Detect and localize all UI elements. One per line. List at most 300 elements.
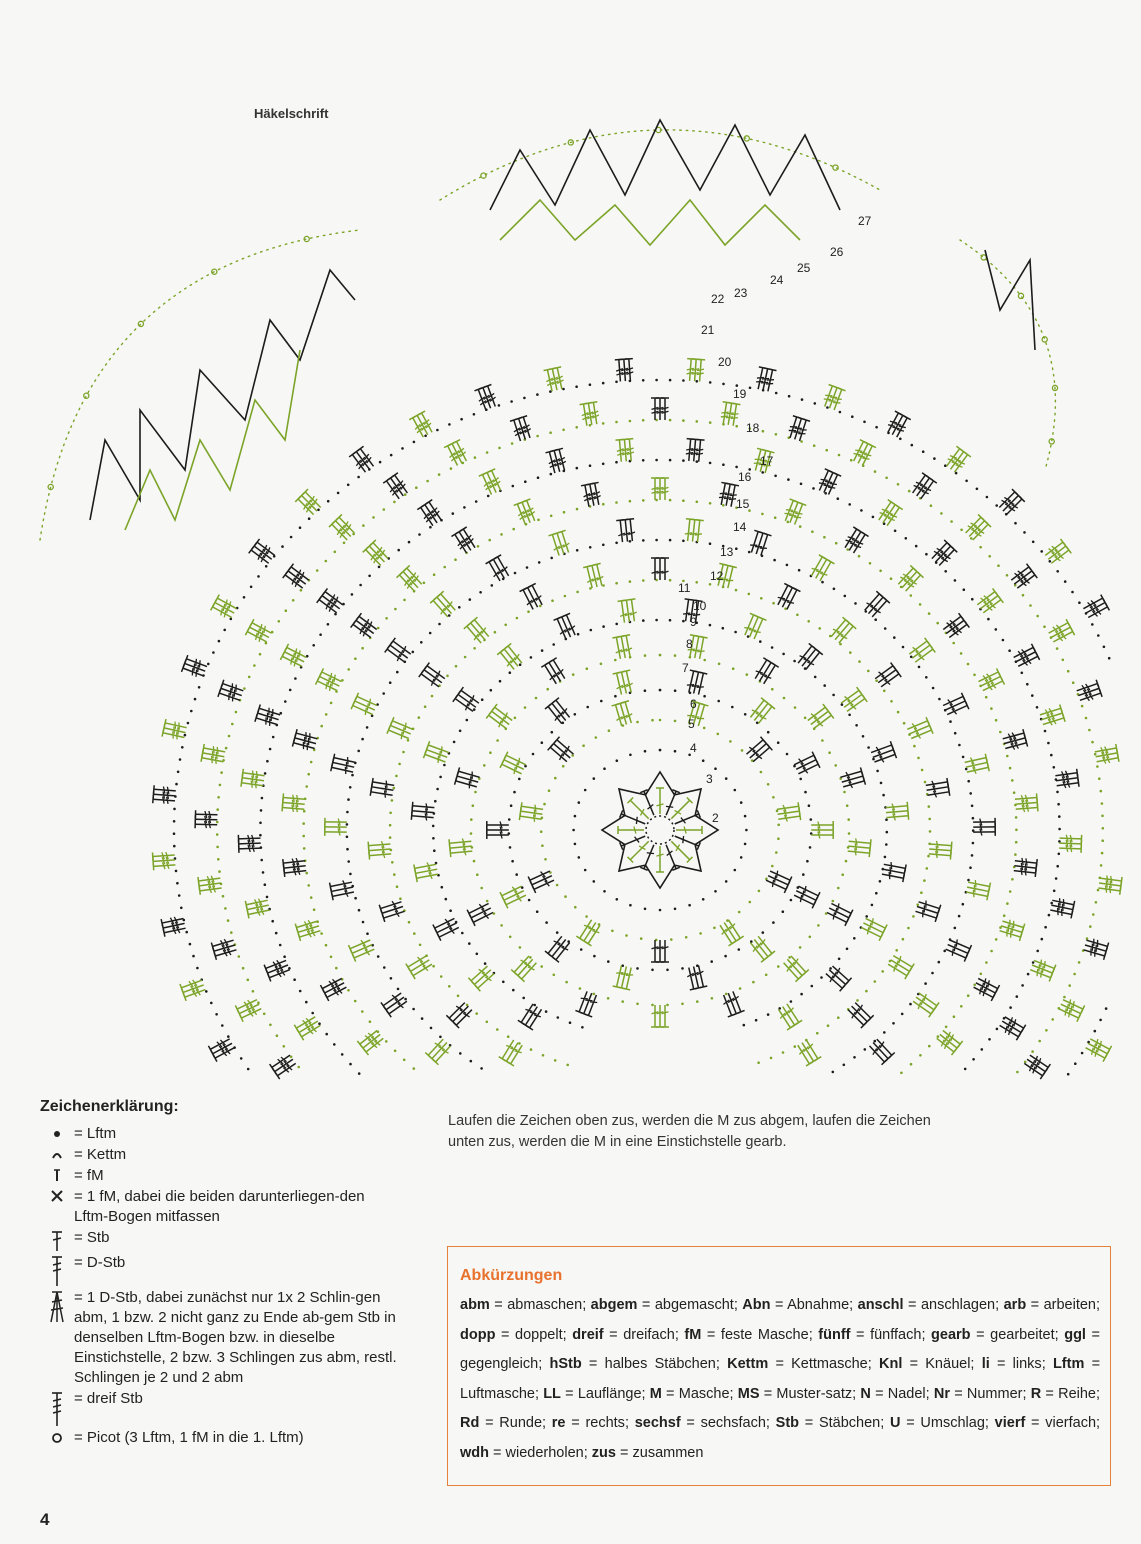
chain-dot	[940, 512, 943, 515]
chain-dot	[524, 706, 527, 709]
chain-dot	[787, 521, 790, 524]
chain-dot	[971, 598, 974, 601]
stitch-mark	[487, 831, 509, 839]
chain-dot	[655, 459, 658, 462]
chain-dot	[783, 697, 786, 700]
chain-dot	[292, 599, 295, 602]
chain-dot	[259, 834, 262, 837]
chain-dot	[173, 808, 176, 811]
chain-dot	[218, 870, 221, 873]
chain-dot	[423, 582, 426, 585]
chain-dot	[247, 979, 250, 982]
chain-dot	[1081, 705, 1084, 708]
abbreviation-entry: Kettm = Kettmasche	[727, 1356, 868, 1372]
chain-dot	[969, 866, 972, 869]
chain-dot	[738, 911, 741, 914]
chain-dot	[312, 644, 315, 647]
chain-dot	[486, 451, 489, 454]
stitch-mark	[331, 883, 354, 895]
chain-dot	[907, 927, 910, 930]
stitch-mark	[695, 439, 705, 462]
chain-dot	[252, 990, 255, 993]
chain-dot	[996, 1028, 999, 1031]
row-number: 4	[690, 741, 697, 755]
chain-dot	[962, 756, 965, 759]
chain-dot	[593, 955, 596, 958]
chain-dot	[311, 1012, 314, 1015]
chain-dot	[184, 734, 187, 737]
chain-dot	[1101, 802, 1104, 805]
chain-dot	[1103, 646, 1106, 649]
stitch-mark	[885, 802, 908, 812]
chain-dot	[486, 900, 489, 903]
chain-dot	[919, 1054, 922, 1057]
chain-dot	[615, 381, 618, 384]
chain-dot	[358, 1072, 361, 1075]
chain-dot	[710, 960, 713, 963]
chain-dot	[732, 667, 735, 670]
chain-dot	[919, 603, 922, 606]
legend-item-text: = fM	[74, 1167, 104, 1184]
chain-dot	[1057, 803, 1060, 806]
chain-dot	[357, 750, 360, 753]
chain-dot	[466, 719, 469, 722]
chain-dot	[408, 541, 411, 544]
chain-dot	[391, 799, 394, 802]
chain-dot	[749, 387, 752, 390]
abbreviation-entry: Rd = Runde	[460, 1415, 543, 1431]
chain-dot	[576, 549, 579, 552]
chain-dot	[846, 548, 849, 551]
chain-dot	[777, 837, 780, 840]
chain-dot	[426, 480, 429, 483]
chain-dot	[1014, 853, 1017, 856]
chain-dot	[500, 533, 503, 536]
chain-dot	[389, 812, 392, 815]
chain-dot	[325, 944, 328, 947]
chain-dot	[536, 435, 539, 438]
chain-dot	[867, 670, 870, 673]
chain-dot	[230, 931, 233, 934]
stitch-mark	[238, 834, 260, 843]
chain-dot	[550, 473, 553, 476]
chain-dot	[1036, 706, 1039, 709]
chain-dot	[718, 663, 721, 666]
chain-dot	[772, 602, 775, 605]
chain-dot	[972, 817, 975, 820]
chain-dot	[1096, 765, 1099, 768]
chain-dot	[432, 965, 435, 968]
chain-dot	[424, 435, 427, 438]
chain-dot	[910, 1063, 913, 1066]
chain-dot	[755, 1019, 758, 1022]
chain-dot	[958, 744, 961, 747]
stitch-mark	[811, 831, 833, 839]
chain-dot	[874, 618, 877, 621]
chain-dot	[841, 703, 844, 706]
chain-dot	[358, 909, 361, 912]
chain-dot	[786, 564, 789, 567]
chain-dot	[283, 1045, 286, 1048]
chain-dot	[735, 425, 738, 428]
chain-dot	[806, 860, 809, 863]
chain-dot	[602, 463, 605, 466]
chain-dot	[404, 493, 407, 496]
chain-dot	[644, 750, 647, 753]
chain-dot	[357, 476, 360, 479]
chain-dot	[584, 789, 587, 792]
chain-dot	[436, 429, 439, 432]
chain-dot	[602, 544, 605, 547]
chain-dot	[362, 524, 365, 527]
chain-dot	[777, 965, 780, 968]
chain-dot	[227, 919, 230, 922]
chain-dot	[902, 938, 905, 941]
chain-dot	[782, 910, 785, 913]
chain-dot	[283, 955, 286, 958]
chain-dot	[231, 723, 234, 726]
chain-dot	[235, 711, 238, 714]
chain-dot	[928, 612, 931, 615]
chain-dot	[762, 931, 765, 934]
chain-dot	[216, 808, 219, 811]
chain-dot	[585, 915, 588, 918]
chain-dot	[433, 849, 436, 852]
chain-dot	[832, 1071, 835, 1074]
chain-dot	[848, 832, 851, 835]
chain-dot	[884, 627, 887, 630]
chain-dot	[734, 631, 737, 634]
picot-icon	[40, 1428, 74, 1444]
chain-dot	[354, 1000, 357, 1003]
legend-item-text: = 1 fM, dabei die beiden darunterliegen-den Lftm-Bogen mitfassen	[74, 1188, 365, 1225]
chain-dot	[512, 485, 515, 488]
chain-dot	[396, 885, 399, 888]
chain-dot	[980, 973, 983, 976]
chain-dot	[574, 713, 577, 716]
stitch-mark	[965, 888, 988, 900]
chain-dot	[448, 423, 451, 426]
chain-dot	[709, 624, 712, 627]
stitch-mark	[450, 847, 473, 857]
chain-dot	[187, 722, 190, 725]
chain-dot	[1053, 766, 1056, 769]
chain-dot	[985, 961, 988, 964]
chain-dot	[837, 497, 840, 500]
chain-dot	[173, 820, 176, 823]
chain-dot	[441, 886, 444, 889]
chain-dot	[871, 904, 874, 907]
chain-dot	[666, 969, 669, 972]
chain-dot	[430, 1027, 433, 1030]
chain-dot	[1036, 615, 1039, 618]
chain-dot	[504, 624, 507, 627]
chain-dot	[320, 725, 323, 728]
chain-dot	[651, 719, 654, 722]
chain-dot	[551, 731, 554, 734]
chain-dot	[808, 804, 811, 807]
chain-dot	[674, 750, 677, 753]
chain-dot	[909, 1003, 912, 1006]
chain-dot	[510, 804, 513, 807]
chain-dot	[916, 903, 919, 906]
abbreviation-entry: dopp = doppelt	[460, 1326, 563, 1343]
stitch-mark	[651, 558, 659, 580]
chain-dot	[960, 529, 963, 532]
row-number: 3	[706, 772, 713, 786]
chain-dot	[827, 1024, 830, 1027]
chain-dot	[809, 936, 812, 939]
chain-dot	[865, 610, 868, 613]
chain-dot	[644, 654, 647, 657]
chain-dot	[790, 899, 793, 902]
chain-dot	[938, 698, 941, 701]
chain-dot	[413, 441, 416, 444]
chain-dot	[343, 542, 346, 545]
chain-dot	[536, 910, 539, 913]
stitch-mark	[973, 818, 995, 826]
chain-dot	[1015, 841, 1018, 844]
abbreviations-box	[447, 1246, 1111, 1486]
chain-dot	[526, 566, 529, 569]
chain-dot	[1097, 634, 1100, 637]
stitch-mark	[1059, 844, 1081, 853]
stitch-mark	[661, 478, 669, 500]
chain-dot	[463, 506, 466, 509]
chain-dot	[879, 570, 882, 573]
chain-dot	[354, 897, 357, 900]
chain-dot	[480, 887, 483, 890]
chain-dot	[735, 466, 738, 469]
chain-dot	[681, 1003, 684, 1006]
chain-dot	[985, 696, 988, 699]
chain-dot	[1088, 729, 1091, 732]
chain-dot	[389, 824, 392, 827]
chain-dot	[899, 438, 902, 441]
chain-dot	[1105, 1007, 1108, 1010]
chain-dot	[897, 711, 900, 714]
chain-dot	[595, 736, 598, 739]
chain-dot	[316, 569, 319, 572]
chain-dot	[1099, 1019, 1102, 1022]
chain-dot	[816, 1032, 819, 1035]
chain-dot	[389, 836, 392, 839]
chain-dot	[669, 379, 672, 382]
chain-dot	[995, 628, 998, 631]
chain-dot	[987, 618, 990, 621]
chain-dot	[775, 433, 778, 436]
chain-dot	[572, 673, 575, 676]
chain-dot	[1091, 623, 1094, 626]
chain-dot	[965, 768, 968, 771]
chain-dot	[1015, 816, 1018, 819]
chain-dot	[709, 462, 712, 465]
chain-dot	[841, 873, 844, 876]
stitch-mark	[847, 847, 870, 857]
chain-dot	[894, 530, 897, 533]
chain-dot	[260, 809, 263, 812]
chain-dot	[415, 486, 418, 489]
chain-dot	[549, 431, 552, 434]
chain-dot	[771, 646, 774, 649]
abbreviation-entry: Abn = Abnahme	[742, 1297, 850, 1313]
chain-dot	[741, 749, 744, 752]
chain-dot	[394, 1050, 397, 1053]
chain-dot	[297, 1066, 300, 1069]
chain-dot	[514, 572, 517, 575]
chain-dot	[738, 948, 741, 951]
chain-dot	[1051, 1018, 1054, 1021]
abbreviation-entry: li = links	[981, 1356, 1042, 1372]
chain-dot	[696, 460, 699, 463]
picot-mark	[833, 165, 838, 170]
chain-dot	[293, 978, 296, 981]
zigzag-border	[490, 120, 840, 210]
chain-dot	[393, 873, 396, 876]
chain-dot	[1002, 639, 1005, 642]
chain-dot	[538, 561, 541, 564]
chain-dot	[238, 955, 241, 958]
chain-dot	[499, 680, 502, 683]
chain-dot	[511, 860, 514, 863]
chain-dot	[173, 845, 176, 848]
chain-dot	[533, 1004, 536, 1007]
chain-dot	[540, 965, 543, 968]
chain-dot	[903, 722, 906, 725]
chain-dot	[821, 739, 824, 742]
chain-dot	[1008, 649, 1011, 652]
chain-dot	[821, 581, 824, 584]
single-crochet-icon	[40, 1166, 74, 1182]
chain-dot	[749, 901, 752, 904]
zigzag-border	[125, 350, 300, 530]
chain-dot	[429, 526, 432, 529]
chain-dot	[880, 782, 883, 785]
chain-dot	[227, 1035, 230, 1038]
chain-dot	[767, 731, 770, 734]
chain-dot	[928, 805, 931, 808]
picot-mark	[981, 255, 986, 260]
chain-dot	[564, 595, 567, 598]
chain-dot	[621, 1000, 624, 1003]
chain-dot	[539, 605, 542, 608]
row-number: 27	[858, 214, 872, 228]
chain-dot	[713, 927, 716, 930]
chain-dot	[584, 869, 587, 872]
legend-item	[40, 1288, 400, 1388]
chain-dot	[576, 591, 579, 594]
abbreviation-entry: abm = abmaschen	[460, 1297, 583, 1313]
chain-dot	[979, 546, 982, 549]
chain-dot	[1101, 852, 1104, 855]
chain-dot	[967, 663, 970, 666]
chain-dot	[474, 791, 477, 794]
chain-dot	[207, 663, 210, 666]
chain-dot	[325, 713, 328, 716]
chain-dot	[913, 745, 916, 748]
chain-dot	[299, 526, 302, 529]
chain-dot	[443, 566, 446, 569]
chain-dot	[897, 483, 900, 486]
chain-dot	[1092, 913, 1095, 916]
chain-dot	[486, 1021, 489, 1024]
chain-dot	[575, 385, 578, 388]
chain-dot	[351, 774, 354, 777]
chain-dot	[483, 764, 486, 767]
chain-dot	[629, 754, 632, 757]
chain-dot	[688, 904, 691, 907]
zigzag-border	[90, 270, 355, 520]
chain-dot	[1101, 815, 1104, 818]
chain-dot	[856, 999, 859, 1002]
chain-dot	[799, 778, 802, 781]
chain-dot	[474, 456, 477, 459]
chain-dot	[383, 508, 386, 511]
chain-dot	[432, 825, 435, 828]
chain-dot	[659, 719, 662, 722]
chain-dot	[395, 775, 398, 778]
chain-dot	[820, 976, 823, 979]
chain-dot	[519, 946, 522, 949]
chain-dot	[967, 879, 970, 882]
chain-dot	[674, 654, 677, 657]
chain-dot	[990, 707, 993, 710]
chain-dot	[446, 675, 449, 678]
chain-dot	[243, 596, 246, 599]
chain-dot	[216, 833, 219, 836]
chain-dot	[682, 620, 685, 623]
chain-dot	[696, 380, 699, 383]
chain-dot	[563, 511, 566, 514]
chain-dot	[450, 467, 453, 470]
stitch-mark	[325, 823, 347, 831]
abbreviation-entry: wdh = wiederholen	[460, 1444, 584, 1461]
chain-dot	[709, 421, 712, 424]
chain-dot	[847, 818, 850, 821]
chain-dot	[669, 459, 672, 462]
chain-dot	[774, 516, 777, 519]
chain-dot	[551, 599, 554, 602]
chain-dot	[1058, 815, 1061, 818]
stitch-mark	[625, 439, 635, 462]
chain-dot	[473, 708, 476, 711]
chain-dot	[892, 1022, 895, 1025]
chain-dot	[261, 797, 264, 800]
chain-dot	[1043, 625, 1046, 628]
chain-dot	[378, 566, 381, 569]
chain-dot	[960, 652, 963, 655]
chain-dot	[421, 1017, 424, 1020]
chain-dot	[334, 551, 337, 554]
chain-dot	[972, 842, 975, 845]
chain-dot	[305, 785, 308, 788]
chain-dot	[640, 937, 643, 940]
chain-dot	[481, 698, 484, 701]
chain-dot	[508, 818, 511, 821]
chain-dot	[772, 921, 775, 924]
chain-dot	[269, 1024, 272, 1027]
chain-dot	[528, 899, 531, 902]
chain-dot	[850, 459, 853, 462]
stitch-mark	[412, 802, 435, 812]
chain-dot	[582, 744, 585, 747]
chain-dot	[308, 517, 311, 520]
chain-dot	[433, 573, 436, 576]
chain-dot	[181, 746, 184, 749]
scallop-arc	[440, 130, 880, 200]
chain-dot	[735, 589, 738, 592]
chain-dot	[420, 641, 423, 644]
